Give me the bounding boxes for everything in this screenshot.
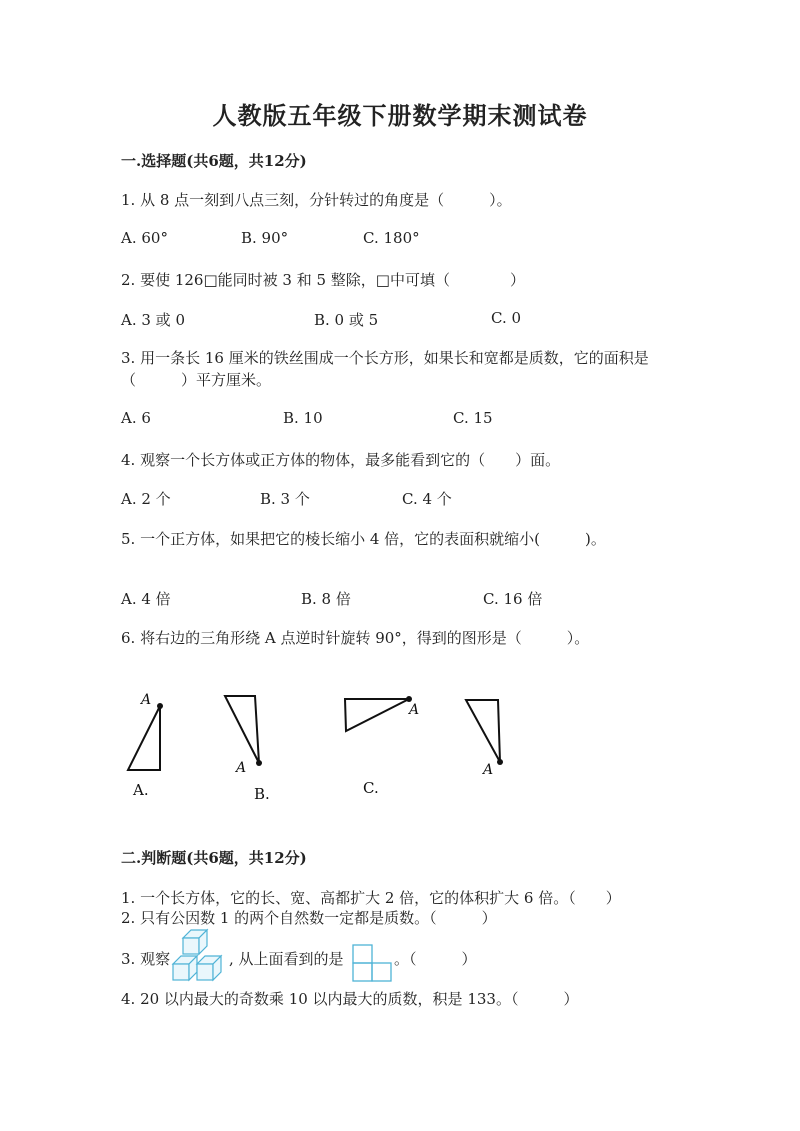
point-label-2: A bbox=[236, 760, 247, 776]
q5-option-a: A. 4 倍 bbox=[121, 590, 171, 608]
point-a-4 bbox=[497, 759, 503, 765]
question-1: 1. 从 8 点一刻到八点三刻，分针转过的角度是（ ）。 bbox=[121, 191, 512, 209]
q3-option-c: C. 15 bbox=[453, 409, 493, 427]
point-label-1: A bbox=[141, 692, 152, 708]
judge-question-4: 4. 20 以内最大的奇数乘 10 以内最大的质数，积是 133。（ ） bbox=[121, 990, 579, 1008]
choice-label-b: B. bbox=[254, 785, 270, 803]
question-3-line-2: （ ）平方厘米。 bbox=[121, 371, 272, 389]
triangle-a bbox=[128, 706, 160, 770]
section-heading-choice: 一.选择题(共6题，共12分) bbox=[121, 152, 307, 170]
judge-question-3-suffix: 。（ ） bbox=[394, 950, 477, 968]
question-2: 2. 要使 126□能同时被 3 和 5 整除，□中可填（ ） bbox=[121, 271, 525, 289]
triangle-c bbox=[345, 699, 409, 731]
q1-option-a: A. 60° bbox=[121, 229, 168, 247]
point-a-2 bbox=[256, 760, 262, 766]
choice-labels bbox=[132, 779, 379, 803]
q2-option-c: C. 0 bbox=[491, 309, 522, 327]
rotation-points bbox=[157, 696, 503, 766]
point-labels bbox=[139, 692, 493, 778]
question-3-line-1: 3. 用一条长 16 厘米的铁丝围成一个长方形，如果长和宽都是质数，它的面积是 bbox=[121, 349, 649, 367]
point-label-3: A bbox=[409, 702, 420, 718]
q3-option-b: B. 10 bbox=[283, 409, 323, 427]
cube-stack-icon bbox=[171, 926, 229, 984]
triangle-b bbox=[225, 696, 259, 763]
choice-label-c: C. bbox=[363, 779, 379, 797]
q4-option-c: C. 4 个 bbox=[402, 490, 452, 508]
question-4: 4. 观察一个长方体或正方体的物体，最多能看到它的（ ）面。 bbox=[121, 451, 561, 469]
question-6: 6. 将右边的三角形绕 A 点逆时针旋转 90°，得到的图形是（ ）。 bbox=[121, 629, 590, 647]
judge-question-2: 2. 只有公因数 1 的两个自然数一定都是质数。（ ） bbox=[121, 909, 497, 927]
q5-option-b: B. 8 倍 bbox=[301, 590, 351, 608]
question-5: 5. 一个正方体，如果把它的棱长缩小 4 倍，它的表面积就缩小( )。 bbox=[121, 530, 606, 548]
q2-option-b: B. 0 或 5 bbox=[314, 311, 379, 329]
triangle-d bbox=[466, 700, 500, 762]
judge-question-3-middle: , 从上面看到的是 bbox=[229, 950, 344, 968]
q5-option-c: C. 16 倍 bbox=[483, 590, 543, 608]
point-label-4: A bbox=[483, 762, 494, 778]
choice-label-a: A. bbox=[133, 781, 149, 799]
top-view-icon bbox=[351, 943, 393, 983]
figure-shapes bbox=[128, 696, 500, 770]
q4-option-b: B. 3 个 bbox=[260, 490, 310, 508]
q4-option-a: A. 2 个 bbox=[121, 490, 171, 508]
point-a-1 bbox=[157, 703, 163, 709]
judge-question-1: 1. 一个长方体，它的长、宽、高都扩大 2 倍，它的体积扩大 6 倍。（ ） bbox=[121, 889, 621, 907]
q3-option-a: A. 6 bbox=[121, 409, 151, 427]
section-heading-judge: 二.判断题(共6题，共12分) bbox=[121, 849, 307, 867]
q1-option-c: C. 180° bbox=[363, 229, 420, 247]
rotation-figure bbox=[115, 682, 515, 807]
q1-option-b: B. 90° bbox=[241, 229, 289, 247]
q2-option-a: A. 3 或 0 bbox=[121, 311, 185, 329]
page-title: 人教版五年级下册数学期末测试卷 bbox=[212, 101, 588, 130]
judge-question-3-prefix: 3. 观察 bbox=[121, 950, 171, 968]
